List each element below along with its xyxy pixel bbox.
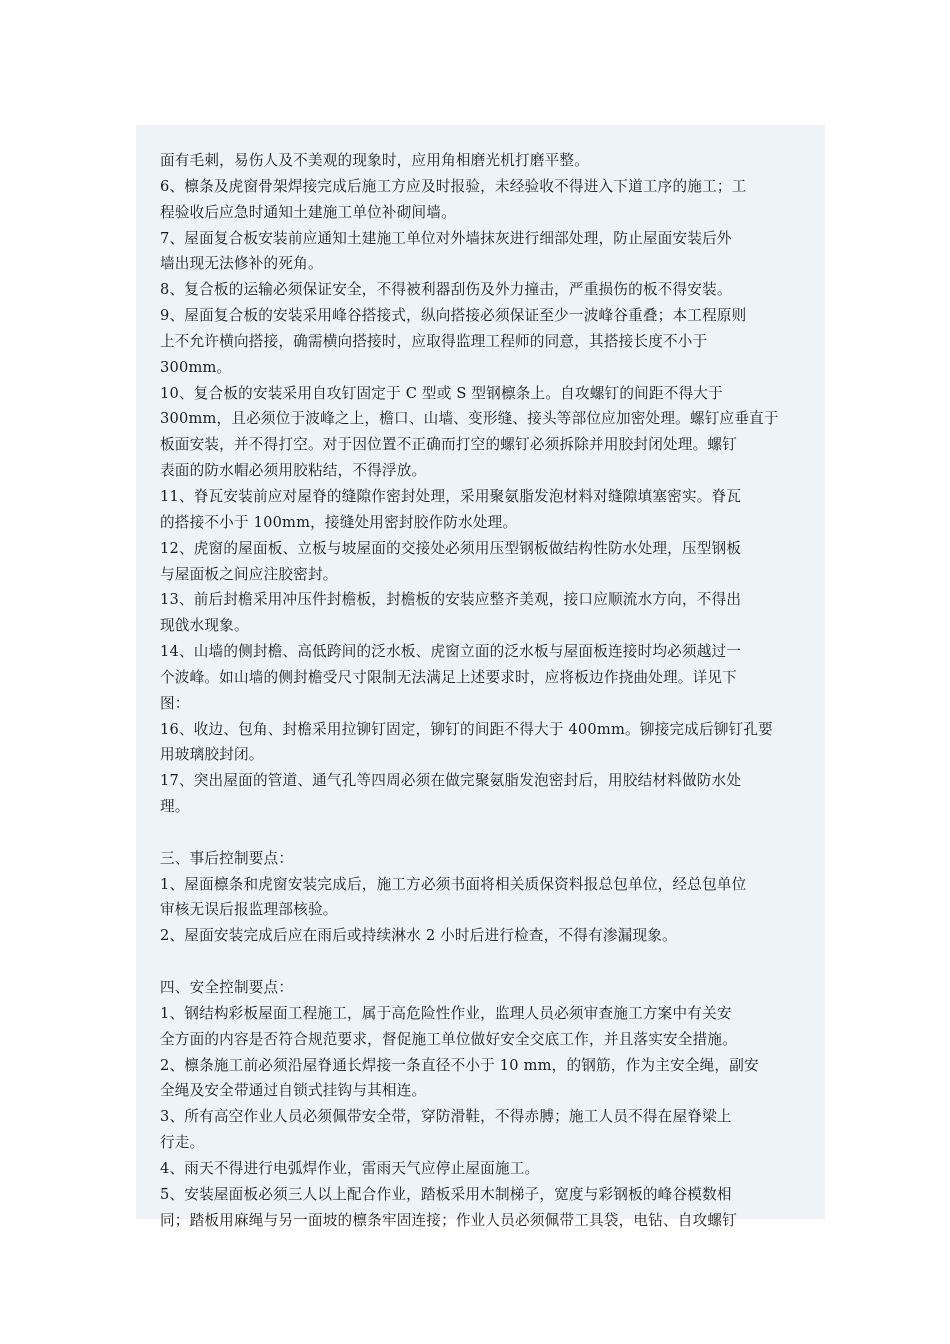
text-line: 13、前后封檐采用冲压件封檐板，封檐板的安装应整齐美观，接口应顺流水方向，不得出 xyxy=(160,591,742,609)
text-line: 2、檩条施工前必须沿屋脊通长焊接一条直径不小于 10 mm，的钢筋，作为主安全绳，副安 xyxy=(160,1056,759,1074)
text-line: 图： xyxy=(160,694,190,712)
text-line: 全方面的内容是否符合规范要求，督促施工单位做好安全交底工作，并且落实安全措施。 xyxy=(160,1030,737,1048)
text-line: 四、安全控制要点： xyxy=(160,979,294,996)
text-line: 6、檩条及虎窗骨架焊接完成后施工方应及时报验，未经验收不得进入下道工序的施工；工 xyxy=(160,177,747,195)
document-body xyxy=(160,148,806,1233)
text-line: 8、复合板的运输必须保证安全，不得被利器刮伤及外力撞击，严重损伤的板不得安装。 xyxy=(160,281,732,299)
text-line: 程验收后应急时通知土建施工单位补砌间墙。 xyxy=(160,203,456,221)
text-line: 全绳及安全带通过自锁式挂钩与其相连。 xyxy=(160,1082,427,1100)
text-line: 2、屋面安装完成后应在雨后或持续淋水 2 小时后进行检查，不得有渗漏现象。 xyxy=(160,927,677,945)
text-line: 9、屋面复合板的安装采用峰谷搭接式，纵向搭接必须保证至少一波峰谷重叠；本工程原则 xyxy=(160,307,747,325)
text-line: 10、复合板的安装采用自攻钉固定于 C 型或 S 型钢檩条上。自攻螺钉的间距不得大于 xyxy=(160,384,723,402)
text-line: 16、收边、包角、封檐采用拉铆钉固定，铆钉的间距不得大于 400mm。铆接完成后铆钉孔要 xyxy=(160,720,773,738)
text-line: 12、虎窗的屋面板、立板与坡屋面的交接处必须用压型钢板做结构性防水处理，压型钢板 xyxy=(160,539,742,557)
blank-line xyxy=(160,949,806,975)
text-line: 审核无误后报监理部核验。 xyxy=(160,901,338,919)
blank-line xyxy=(160,820,806,846)
text-line: 3、所有高空作业人员必须佩带安全带，穿防滑鞋，不得赤膊；施工人员不得在屋脊梁上 xyxy=(160,1108,732,1126)
text-line: 用玻璃胶封闭。 xyxy=(160,746,264,764)
text-line: 300mm，且必须位于波峰之上，檐口、山墙、变形缝、接头等部位应加密处理。螺钉应垂直于 xyxy=(160,410,779,428)
text-line: 5、安装屋面板必须三人以上配合作业，踏板采用木制梯子，宽度与彩钢板的峰谷模数相 xyxy=(160,1185,732,1203)
text-line: 面有毛刺，易伤人及不美观的现象时，应用角相磨光机打磨平整。 xyxy=(160,152,590,169)
text-line: 上不允许横向搭接，确需横向搭接时，应取得监理工程师的同意，其搭接长度不小于 xyxy=(160,332,708,350)
text-line: 个波峰。如山墙的侧封檐受尺寸限制无法满足上述要求时，应将板边作挠曲处理。详见下 xyxy=(160,668,737,686)
text-line: 17、突出屋面的管道、通气孔等四周必须在做完聚氨脂发泡密封后，用胶结材料做防水处 xyxy=(160,772,742,790)
text-line: 理。 xyxy=(160,798,190,816)
text-line: 同；踏板用麻绳与另一面坡的檩条牢固连接；作业人员必须佩带工具袋，电钻、自攻螺钉 xyxy=(160,1211,737,1229)
text-line: 墙出现无法修补的死角。 xyxy=(160,255,323,273)
text-line: 7、屋面复合板安装前应通知土建施工单位对外墙抹灰进行细部处理，防止屋面安装后外 xyxy=(160,229,732,247)
text-line: 1、屋面檩条和虎窗安装完成后，施工方必须书面将相关质保资料报总包单位，经总包单位 xyxy=(160,875,747,893)
text-line: 的搭接不小于 100mm，接缝处用密封胶作防水处理。 xyxy=(160,513,518,531)
text-line: 4、雨天不得进行电弧焊作业，雷雨天气应停止屋面施工。 xyxy=(160,1159,540,1177)
text-line: 行走。 xyxy=(160,1134,205,1152)
text-line: 与屋面板之间应注胶密封。 xyxy=(160,565,338,583)
text-line: 14、山墙的侧封檐、高低跨间的泛水板、虎窗立面的泛水板与屋面板连接时均必须越过一 xyxy=(160,643,742,661)
text-line: 1、钢结构彩板屋面工程施工，属于高危险性作业，监理人员必须审查施工方案中有关安 xyxy=(160,1004,732,1022)
text-line: 三、事后控制要点： xyxy=(160,849,294,867)
text-line: 300mm。 xyxy=(160,358,232,376)
text-line: 现戗水现象。 xyxy=(160,617,249,635)
text-line: 11、脊瓦安装前应对屋脊的缝隙作密封处理，采用聚氨脂发泡材料对缝隙填塞密实。脊瓦 xyxy=(160,487,742,505)
text-line: 表面的防水帽必须用胶粘结，不得浮放。 xyxy=(160,462,427,480)
text-line: 板面安装，并不得打空。对于因位置不正确而打空的螺钉必须拆除并用胶封闭处理。螺钉 xyxy=(160,436,737,454)
